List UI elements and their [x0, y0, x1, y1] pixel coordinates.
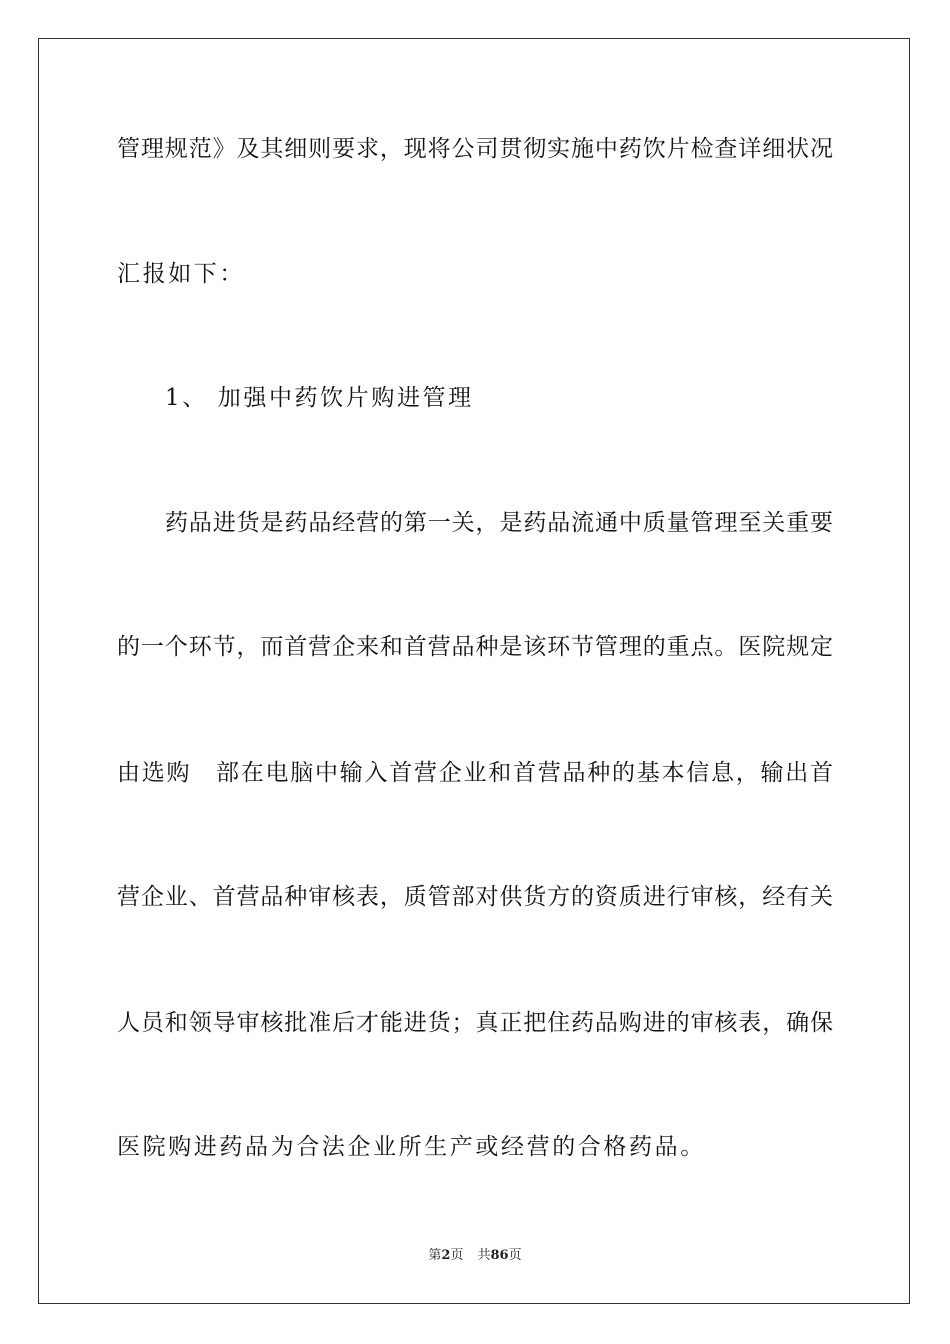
section-heading: 1、 加强中药饮片购进管理: [165, 385, 474, 411]
footer-total-suffix: 页: [508, 1248, 522, 1263]
text-line-1: 管理规范》及其细则要求，现将公司贯彻实施中药饮片检查详细状况: [117, 136, 833, 162]
text-line-5: 的一个环节，而首营企来和首营品种是该环节管理的重点。医院规定: [117, 634, 833, 660]
text-line-6: 由选购 部在电脑中输入首营企业和首营品种的基本信息，输出首: [117, 760, 833, 786]
page-footer: [0, 1248, 950, 1264]
text-line-9: 医院购进药品为合法企业所生产或经营的合格药品。: [117, 1134, 706, 1160]
text-line-7: 营企业、首营品种审核表，质管部对供货方的资质进行审核，经有关: [117, 884, 833, 910]
text-line-8: 人员和领导审核批准后才能进货；真正把住药品购进的审核表，确保: [117, 1010, 833, 1036]
text-line-2: 汇报如下：: [117, 261, 245, 287]
footer-page-number: 2: [441, 1248, 451, 1263]
footer-total-pages: 86: [490, 1248, 509, 1263]
footer-page-prefix: 第: [428, 1248, 442, 1263]
text-line-4: 药品进货是药品经营的第一关，是药品流通中质量管理至关重要: [165, 510, 833, 536]
page-border: [38, 38, 910, 1304]
footer-page-suffix: 页: [450, 1248, 464, 1263]
footer-total-prefix: 共: [477, 1248, 491, 1263]
